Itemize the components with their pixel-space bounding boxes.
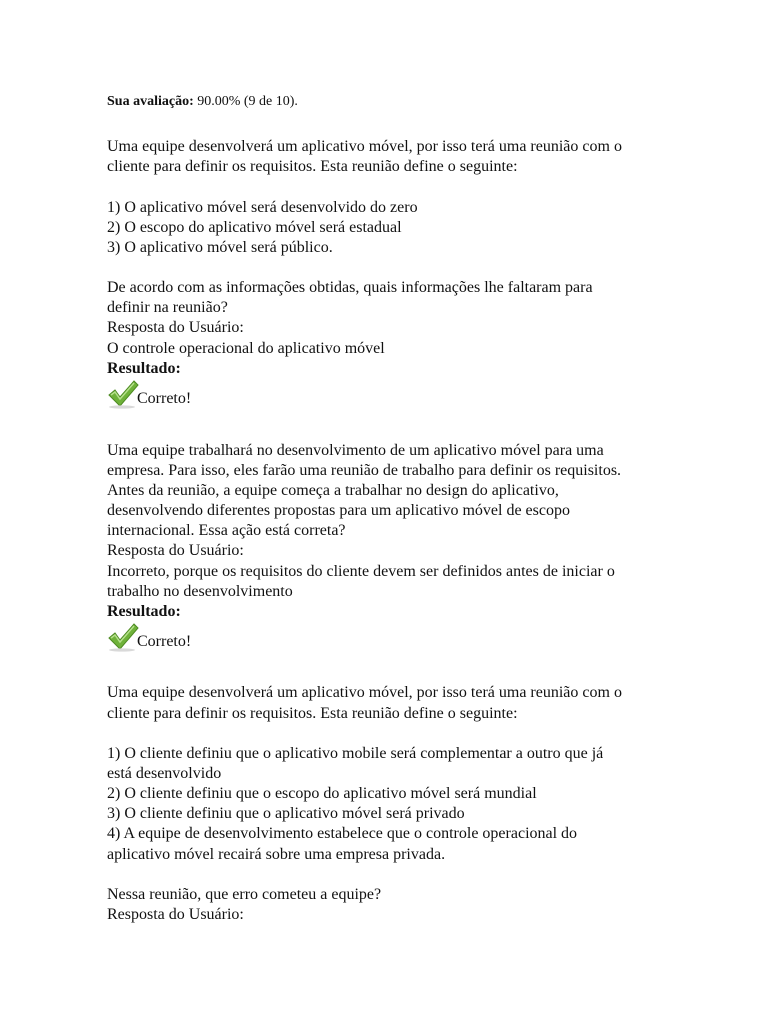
q1-answer: O controle operacional do aplicativo móvel [107, 340, 385, 357]
q1-result-text: Correto! [137, 390, 192, 407]
q3-intro-line: Uma equipe desenvolverá um aplicativo móvel, por isso terá uma reunião com o [107, 684, 622, 701]
q1-intro-line: Uma equipe desenvolverá um aplicativo móvel, por isso terá uma reunião com o [107, 138, 622, 155]
q2-answer-line: trabalho no desenvolvimento [107, 583, 293, 600]
q1-result-label [107, 359, 181, 379]
q1-item: 3) O aplicativo móvel será público. [107, 239, 333, 256]
q2-intro-line: Uma equipe trabalhará no desenvolvimento de um aplicativo móvel para uma [107, 442, 604, 459]
q1-prompt-line: De acordo com as informações obtidas, quais informações lhe faltaram para [107, 279, 593, 296]
q3-item: 4) A equipe de desenvolvimento estabelece que o controle operacional do [107, 825, 578, 842]
q3-item: 1) O cliente definiu que o aplicativo mobile será complementar a outro que já [107, 745, 604, 762]
q1-intro-line: cliente para definir os requisitos. Esta reunião define o seguinte: [107, 158, 518, 175]
q3-intro-line: cliente para definir os requisitos. Esta reunião define o seguinte: [107, 705, 518, 722]
score-label: Sua avaliação: [107, 94, 194, 109]
q3-answer-label: Resposta do Usuário: [107, 906, 244, 923]
q3-prompt: Nessa reunião, que erro cometeu a equipe? [107, 886, 382, 903]
q3-item: 3) O cliente definiu que o aplicativo móvel será privado [107, 805, 465, 822]
q3-item: está desenvolvido [107, 765, 222, 782]
q2-result-label [107, 602, 181, 622]
q1-item: 1) O aplicativo móvel será desenvolvido do zero [107, 199, 418, 216]
q2-intro-line: internacional. Essa ação está correta? [107, 522, 346, 539]
q2-answer-label: Resposta do Usuário: [107, 542, 244, 559]
q1-result [107, 379, 191, 409]
score-value: 90.00% (9 de 10). [197, 94, 298, 109]
q2-result-label-text: Resultado: [107, 603, 181, 620]
q1-prompt-line: definir na reunião? [107, 299, 228, 316]
score-line [107, 92, 298, 112]
q2-intro-line: empresa. Para isso, eles farão uma reunião de trabalho para definir os requisitos. [107, 462, 622, 479]
q2-answer-line: Incorreto, porque os requisitos do cliente devem ser definidos antes de iniciar o [107, 563, 615, 580]
check-icon [107, 379, 139, 409]
q3-item: aplicativo móvel recairá sobre uma empresa privada. [107, 846, 446, 863]
check-icon [107, 622, 139, 652]
q2-result-text: Correto! [137, 633, 192, 650]
q1-answer-label: Resposta do Usuário: [107, 319, 244, 336]
q2-intro-line: desenvolvendo diferentes propostas para um aplicativo móvel de escopo [107, 502, 570, 519]
q1-item: 2) O escopo do aplicativo móvel será estadual [107, 219, 402, 236]
q2-result [107, 622, 191, 652]
q1-result-label-text: Resultado: [107, 360, 181, 377]
q2-intro-line: Antes da reunião, a equipe começa a trabalhar no design do aplicativo, [107, 482, 559, 499]
q3-item: 2) O cliente definiu que o escopo do aplicativo móvel será mundial [107, 785, 537, 802]
